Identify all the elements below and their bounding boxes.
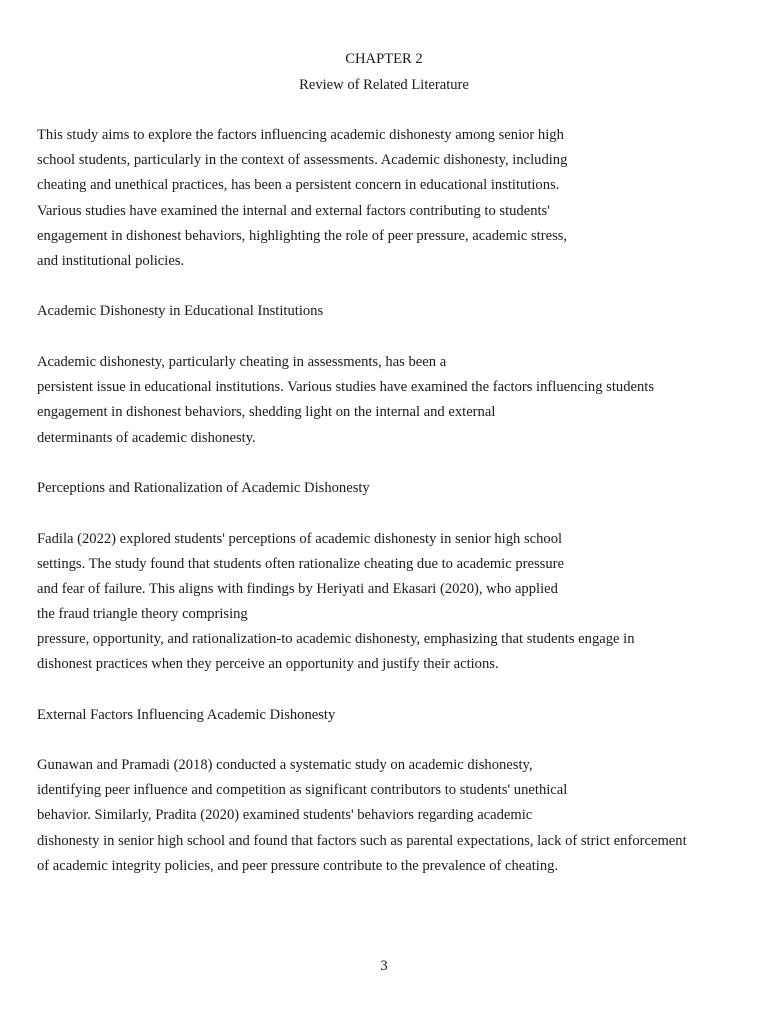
section-line: Fadila (2022) explored students' perceptions of academic dishonesty in senior high school <box>37 531 563 547</box>
intro-line: and institutional policies. <box>37 253 185 269</box>
page-number: 3 <box>380 958 388 974</box>
section-line: identifying peer influence and competition as significant contributors to students' unethical <box>37 782 568 798</box>
section-line: settings. The study found that students often rationalize cheating due to academic pressure <box>37 556 564 572</box>
intro-line: Various studies have examined the internal and external factors contributing to students' <box>37 203 550 219</box>
intro-line: This study aims to explore the factors influencing academic dishonesty among senior high <box>37 127 564 143</box>
section-line: the fraud triangle theory comprising <box>37 606 248 622</box>
section-line: of academic integrity policies, and peer pressure contribute to the prevalence of cheating. <box>37 858 559 874</box>
intro-line: cheating and unethical practices, has been a persistent concern in educational institutions. <box>37 177 560 193</box>
section-line: pressure, opportunity, and rationalization-to academic dishonesty, emphasizing that students engage in <box>37 631 635 647</box>
section-line: dishonesty in senior high school and found that factors such as parental expectations, lack of strict enforcement <box>37 833 687 849</box>
section-heading: Academic Dishonesty in Educational Institutions <box>37 303 324 319</box>
section-line: Academic dishonesty, particularly cheating in assessments, has been a <box>37 354 447 370</box>
section-heading: Perceptions and Rationalization of Academic Dishonesty <box>37 480 370 496</box>
chapter-title: Review of Related Literature <box>299 77 469 93</box>
section-line: persistent issue in educational institutions. Various studies have examined the factors influencing students <box>37 379 655 395</box>
section-line: determinants of academic dishonesty. <box>37 430 256 446</box>
chapter-number: CHAPTER 2 <box>345 51 423 67</box>
section-line: Gunawan and Pramadi (2018) conducted a systematic study on academic dishonesty, <box>37 757 533 773</box>
intro-line: school students, particularly in the context of assessments. Academic dishonesty, including <box>37 152 568 168</box>
section-line: dishonest practices when they perceive an opportunity and justify their actions. <box>37 656 499 672</box>
intro-line: engagement in dishonest behaviors, highlighting the role of peer pressure, academic stress, <box>37 228 568 244</box>
section-line: behavior. Similarly, Pradita (2020) examined students' behaviors regarding academic <box>37 807 533 823</box>
section-line: and fear of failure. This aligns with findings by Heriyati and Ekasari (2020), who applied <box>37 581 558 597</box>
section-heading: External Factors Influencing Academic Dishonesty <box>37 707 336 723</box>
section-line: engagement in dishonest behaviors, shedding light on the internal and external <box>37 404 496 420</box>
